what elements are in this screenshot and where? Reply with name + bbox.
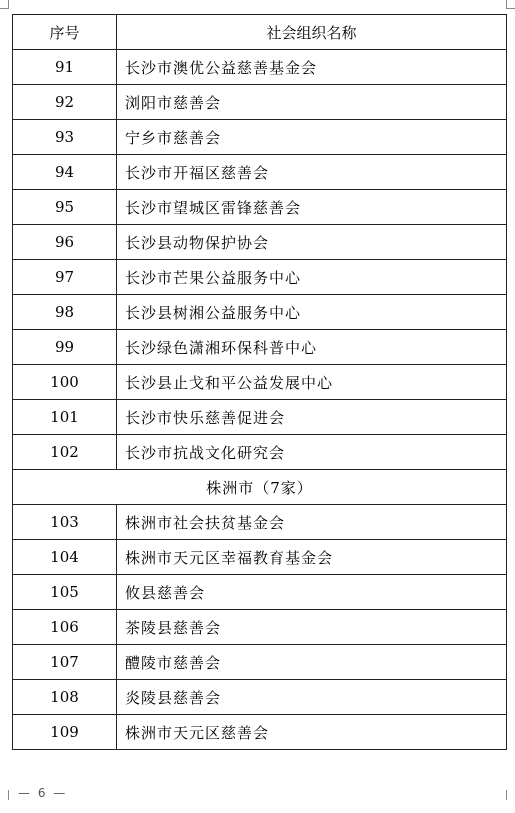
table-row bbox=[13, 680, 507, 715]
table-row bbox=[13, 260, 507, 295]
crop-mark-bottom-left bbox=[0, 790, 9, 800]
organization-name: 长沙绿色潇湘环保科普中心 bbox=[117, 330, 507, 365]
row-number: 93 bbox=[13, 120, 117, 155]
header-organization-name: 社会组织名称 bbox=[117, 15, 507, 50]
row-number: 103 bbox=[13, 505, 117, 540]
row-number: 101 bbox=[13, 400, 117, 435]
row-number: 104 bbox=[13, 540, 117, 575]
row-number: 105 bbox=[13, 575, 117, 610]
organization-name: 长沙市快乐慈善促进会 bbox=[117, 400, 507, 435]
table-header-row bbox=[13, 15, 507, 50]
organization-name: 醴陵市慈善会 bbox=[117, 645, 507, 680]
table-row bbox=[13, 155, 507, 190]
table-row bbox=[13, 120, 507, 155]
organization-table bbox=[12, 14, 507, 750]
table-row bbox=[13, 505, 507, 540]
table-row bbox=[13, 645, 507, 680]
organization-name: 长沙市抗战文化研究会 bbox=[117, 435, 507, 470]
organization-name: 长沙市望城区雷锋慈善会 bbox=[117, 190, 507, 225]
row-number: 100 bbox=[13, 365, 117, 400]
page-number: — 6 — bbox=[18, 786, 68, 800]
organization-name: 长沙县动物保护协会 bbox=[117, 225, 507, 260]
header-serial-number: 序号 bbox=[13, 15, 117, 50]
crop-mark-top-right bbox=[506, 0, 515, 9]
table-row bbox=[13, 330, 507, 365]
organization-name: 茶陵县慈善会 bbox=[117, 610, 507, 645]
organization-name: 长沙市芒果公益服务中心 bbox=[117, 260, 507, 295]
organization-name: 株洲市社会扶贫基金会 bbox=[117, 505, 507, 540]
organization-name: 宁乡市慈善会 bbox=[117, 120, 507, 155]
row-number: 91 bbox=[13, 50, 117, 85]
row-number: 97 bbox=[13, 260, 117, 295]
section-heading-zhuzhou: 株洲市（7家） bbox=[13, 470, 507, 505]
section-row bbox=[13, 470, 507, 505]
row-number: 106 bbox=[13, 610, 117, 645]
row-number: 92 bbox=[13, 85, 117, 120]
row-number: 98 bbox=[13, 295, 117, 330]
table-row bbox=[13, 85, 507, 120]
organization-name: 浏阳市慈善会 bbox=[117, 85, 507, 120]
row-number: 99 bbox=[13, 330, 117, 365]
table-row bbox=[13, 50, 507, 85]
organization-name: 株洲市天元区慈善会 bbox=[117, 715, 507, 750]
organization-name: 株洲市天元区幸福教育基金会 bbox=[117, 540, 507, 575]
row-number: 102 bbox=[13, 435, 117, 470]
table-row bbox=[13, 610, 507, 645]
organization-name: 炎陵县慈善会 bbox=[117, 680, 507, 715]
organization-name: 长沙市澳优公益慈善基金会 bbox=[117, 50, 507, 85]
organization-name: 攸县慈善会 bbox=[117, 575, 507, 610]
row-number: 109 bbox=[13, 715, 117, 750]
organization-name: 长沙县止戈和平公益发展中心 bbox=[117, 365, 507, 400]
crop-mark-bottom-right bbox=[506, 790, 515, 800]
row-number: 108 bbox=[13, 680, 117, 715]
row-number: 95 bbox=[13, 190, 117, 225]
row-number: 96 bbox=[13, 225, 117, 260]
organization-name: 长沙县树湘公益服务中心 bbox=[117, 295, 507, 330]
table-row bbox=[13, 540, 507, 575]
table-row bbox=[13, 435, 507, 470]
organization-name: 长沙市开福区慈善会 bbox=[117, 155, 507, 190]
table-row bbox=[13, 575, 507, 610]
row-number: 94 bbox=[13, 155, 117, 190]
table-row bbox=[13, 365, 507, 400]
table-row bbox=[13, 225, 507, 260]
table-row bbox=[13, 295, 507, 330]
crop-mark-top-left bbox=[0, 0, 9, 9]
table-row bbox=[13, 190, 507, 225]
table-row bbox=[13, 715, 507, 750]
row-number: 107 bbox=[13, 645, 117, 680]
table-row bbox=[13, 400, 507, 435]
